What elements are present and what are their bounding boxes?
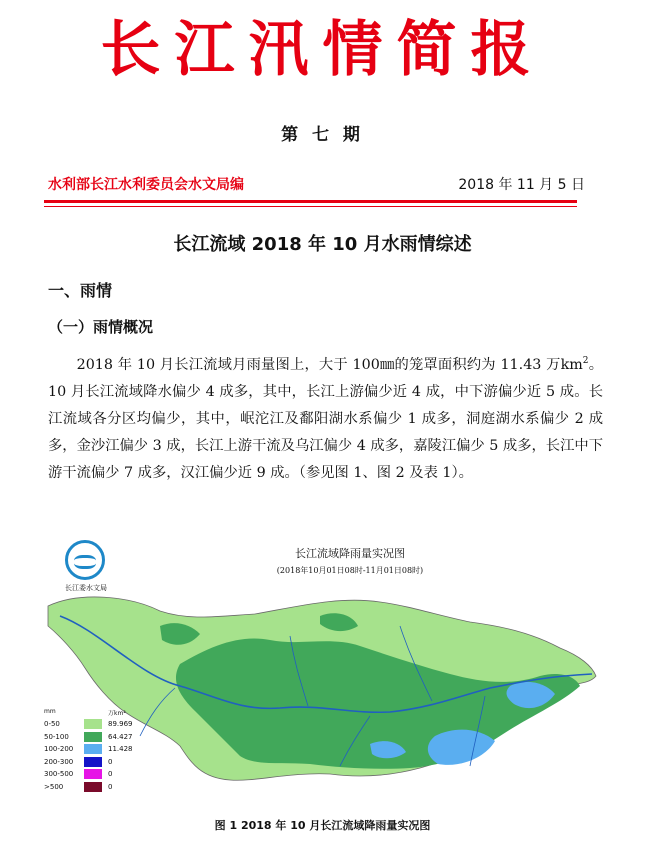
figure-caption: 图 1 2018 年 10 月长江流域降雨量实况图 <box>214 819 431 832</box>
masthead-title: 长江汛情简报 <box>100 15 545 85</box>
superscript-2: 2 <box>582 356 589 366</box>
header-rule-thin <box>44 206 577 207</box>
legend-units <box>44 708 138 718</box>
logo-text: 长江委水文局 <box>65 584 107 592</box>
legend-swatch <box>84 769 102 779</box>
legend-range: >500 <box>44 782 64 791</box>
legend-area: 64.427 <box>108 732 133 741</box>
body-text-part-1: 2018 年 10 月长江流域月雨量图上，大于 100㎜的笼罩面积约为 11.43 万km <box>76 356 583 373</box>
publish-date: 2018 年 11 月 5 日 <box>458 177 585 193</box>
legend-range: 300-500 <box>44 770 74 779</box>
legend-range: 200-300 <box>44 757 74 766</box>
legend-range: 100-200 <box>44 745 74 754</box>
header-rule-thick <box>44 200 577 203</box>
legend-area: 0 <box>108 770 113 779</box>
legend-area: 89.969 <box>108 720 133 729</box>
legend-unit-mm: mm <box>44 708 56 715</box>
legend-unit-area: 万km² <box>108 710 126 717</box>
issue-number: 第 七 期 <box>281 125 364 145</box>
hydrology-bureau-logo <box>56 540 116 593</box>
legend-row <box>44 718 138 731</box>
legend-row <box>44 731 138 744</box>
section-heading: 一、雨情 <box>48 281 113 300</box>
legend-swatch <box>84 782 102 792</box>
document-title: 长江流域 2018 年 10 月水雨情综述 <box>173 234 472 255</box>
legend-area: 0 <box>108 782 113 791</box>
map-subtitle: (2018年10月01日08时-11月01日08时) <box>276 566 424 575</box>
body-paragraph <box>48 348 603 487</box>
legend-swatch <box>84 744 102 754</box>
legend-range: 50-100 <box>44 732 69 741</box>
publisher-label: 水利部长江水利委员会水文局编 <box>48 177 244 193</box>
legend-swatch <box>84 757 102 767</box>
map-legend <box>44 708 138 793</box>
legend-row <box>44 781 138 794</box>
body-text-part-2: 。10 月长江流域降水偏少 4 成多，其中，长江上游偏少近 4 成，中下游偏少近 5 成。长江流域各分区均偏少，其中，岷沱江及鄱阳湖水系偏少 1 成多，洞庭湖水系偏少 2 成多，金沙江偏少 3 成，长江上游干流及乌江偏少 4 成多，嘉陵江偏少 5 成多，长江中下游干流偏少 7 成多，汉江偏少近 9 成。（参见图 1、图 2 及表 1）。 <box>48 356 603 481</box>
legend-area: 0 <box>108 757 113 766</box>
logo-emblem-icon <box>65 540 105 580</box>
map-title: 长江流域降雨量实况图 <box>295 547 405 560</box>
legend-range: 0-50 <box>44 720 60 729</box>
legend-row <box>44 743 138 756</box>
legend-swatch <box>84 719 102 729</box>
legend-rows <box>44 718 138 793</box>
legend-area: 11.428 <box>108 745 133 754</box>
subsection-heading: （一）雨情概况 <box>48 318 154 336</box>
legend-row <box>44 756 138 769</box>
legend-row <box>44 768 138 781</box>
legend-swatch <box>84 732 102 742</box>
